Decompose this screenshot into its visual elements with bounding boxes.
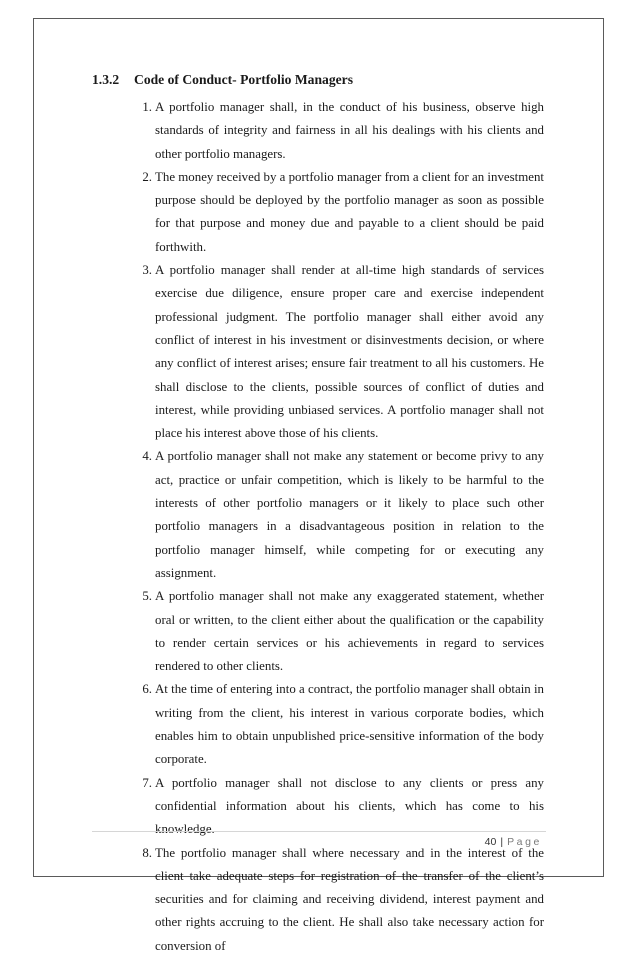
list-item-number: 5. [142, 589, 152, 604]
list-item [124, 445, 544, 585]
list-item-text: A portfolio manager shall, in the conduct of his business, observe high standards of integrity and fairness in all his dealings with his clients and other portfolio managers. [155, 100, 544, 161]
list-item-text: The portfolio manager shall where necessary and in the interest of the client take adequate steps for registration of the transfer of the client’s securities and for claiming and receiving dividend, interest payment and other rights accruing to the client. He shall also take necessary action for conversion of [155, 845, 544, 953]
list-item-text: A portfolio manager shall render at all-time high standards of services exercise due diligence, ensure proper care and exercise independent professional judgment. The portfolio manager shall either avoid any conflict of interest in his investment or disinvestments decision, or where any conflict of interest arises; ensure fair treatment to all his customers. He shall disclose to the clients, possible sources of conflict of duties and interest, while providing unbiased services. A portfolio manager shall not place his interest above those of his clients. [155, 263, 544, 441]
list-item-number: 8. [142, 845, 152, 860]
section-heading [92, 72, 353, 88]
page-footer [485, 836, 542, 848]
list-item-number: 2. [142, 169, 152, 184]
list-item-text: At the time of entering into a contract, the portfolio manager shall obtain in writing from the client, his interest in various corporate bodies, which enables him to obtain unpublished price-sensitive information of the body corporate. [155, 682, 544, 767]
footer-separator: | [500, 836, 504, 848]
list-item [124, 96, 544, 166]
list-item [124, 166, 544, 259]
list-item-number: 1. [142, 100, 152, 114]
section-number: 1.3.2 [92, 72, 120, 87]
list-item-text: A portfolio manager shall not make any exaggerated statement, whether oral or written, to the client either about the qualification or the capability to render certain services or his achievements in regard to services rendered to other clients. [155, 589, 544, 674]
list-item [124, 842, 544, 958]
list-item-text: A portfolio manager shall not disclose to any clients or press any confidential information about his clients, which has come to his knowledge. [155, 775, 544, 837]
list-item [124, 585, 544, 678]
page-label: Page [507, 836, 542, 848]
list-item-number: 3. [142, 263, 152, 278]
list-item-text: A portfolio manager shall not make any statement or become privy to any act, practice or unfair competition, which is likely to be harmful to the interests of other portfolio managers or it likely to place such other portfolio managers in a disadvantageous position in relation to the portfolio manager himself, while competing for or executing any assignment. [155, 449, 544, 580]
section-title: Code of Conduct- Portfolio Managers [134, 72, 353, 87]
list-item [124, 678, 544, 771]
list-item-number: 6. [142, 682, 152, 697]
page-number: 40 [484, 836, 497, 848]
list-item [124, 259, 544, 445]
list-item-number: 7. [142, 775, 152, 790]
footer-divider [92, 831, 546, 832]
code-of-conduct-list [124, 96, 544, 958]
list-item-text: The money received by a portfolio manager from a client for an investment purpose should be deployed by the portfolio manager as soon as possible for that purpose and money due and payable to a client should be paid forthwith. [155, 169, 544, 254]
list-item-number: 4. [142, 449, 152, 464]
